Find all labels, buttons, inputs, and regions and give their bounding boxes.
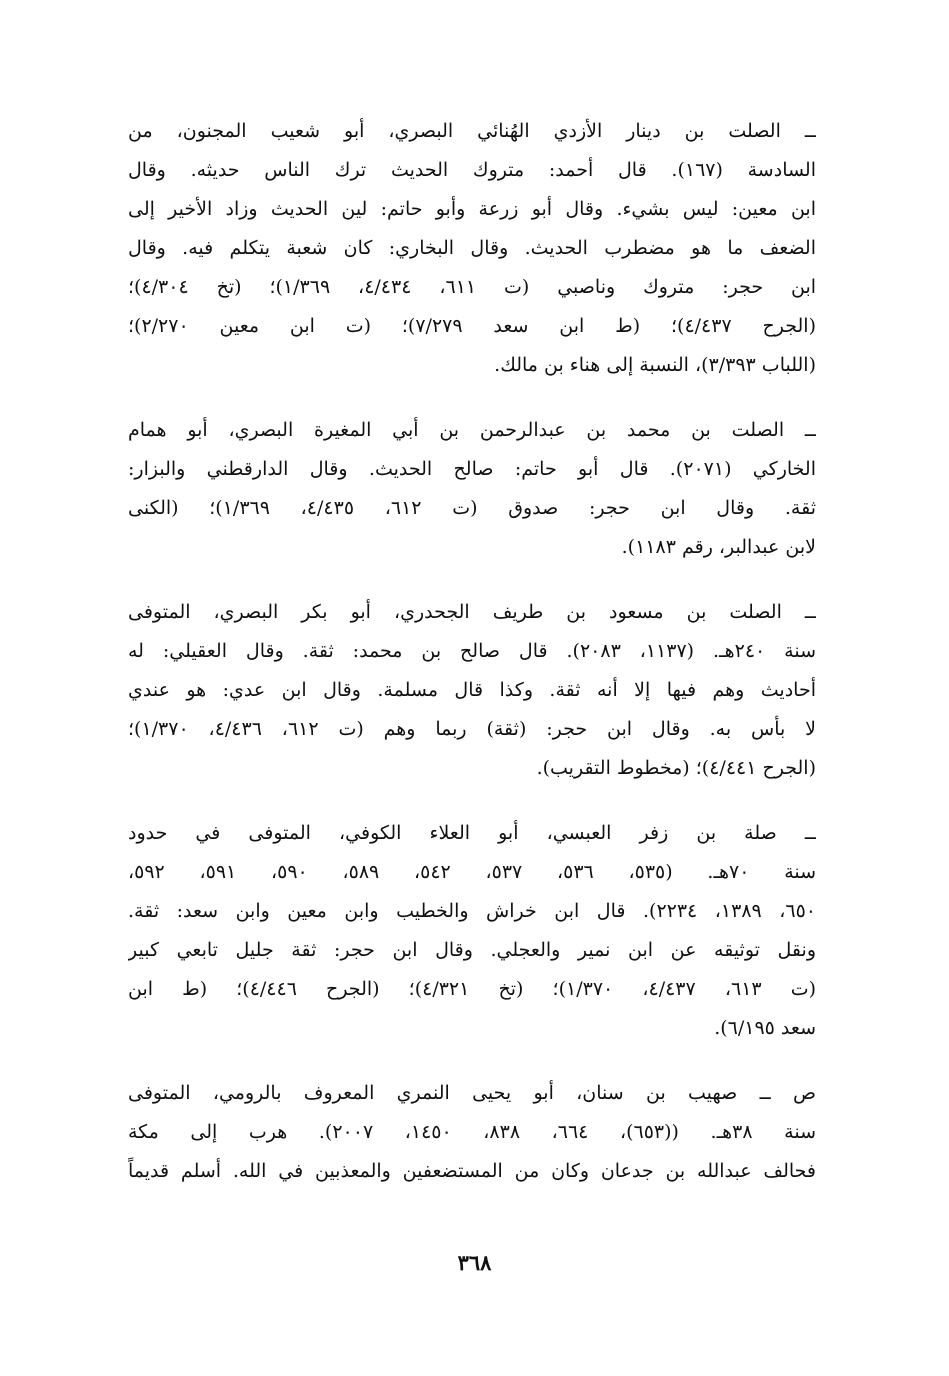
text-line: سعد ٦/١٩٥). <box>714 1017 816 1039</box>
text-line: ــ الصلت بن محمد بن عبدالرحمن بن أبي المغيرة البصري، أبو همام <box>128 419 816 441</box>
entry-sila-ibn-zufar <box>128 814 816 1048</box>
text-line: السادسة (١٦٧). قال أحمد: متروك الحديث ترك الناس حديثه. وقال <box>128 159 816 181</box>
text-line: سنة ٣٨هـ. ((٦٥٣)، ٦٦٤، ٨٣٨، ١٤٥٠، ٢٠٠٧). هرب إلى مكة <box>128 1121 816 1143</box>
text-line: أحاديث وهم فيها إلا أنه ثقة. وكذا قال مسلمة. وقال ابن عدي: هو عندي <box>128 679 816 701</box>
text-line: لا بأس به. وقال ابن حجر: (ثقة) ربما وهم (ت ٦١٢، ٤/٤٣٦، ١/٣٧٠)؛ <box>128 718 816 740</box>
text-line: ص ــ صهيب بن سنان، أبو يحيى النمري المعروف بالرومي، المتوفى <box>128 1082 816 1104</box>
page-number: ٣٦٨ <box>457 1250 492 1275</box>
text-line: فحالف عبدالله بن جدعان وكان من المستضعفين والمعذبين في الله. أسلم قديماً <box>128 1160 816 1182</box>
text-line: ــ صلة بن زفر العبسي، أبو العلاء الكوفي، المتوفى في حدود <box>128 822 816 844</box>
entry-salt-ibn-muhammad <box>128 411 816 567</box>
page-body <box>128 112 816 1217</box>
entry-salt-ibn-dinar <box>128 112 816 385</box>
text-line: ٦٥٠، ١٣٨٩، ٢٢٣٤). قال ابن خراش والخطيب وابن معين وابن سعد: ثقة. <box>128 900 816 922</box>
text-line: ــ الصلت بن مسعود بن طريف الجحدري، أبو بكر البصري، المتوفى <box>128 601 816 623</box>
text-line: الخاركي (٢٠٧١). قال أبو حاتم: صالح الحديث. وقال الدارقطني والبزار: <box>128 458 816 480</box>
text-line: ــ الصلت بن دينار الأزدي الهُنائي البصري، أبو شعيب المجنون، من <box>128 120 816 142</box>
text-line: (ت ٦١٣، ٤/٤٣٧، ١/٣٧٠)؛ (تخ ٤/٣٢١)؛ (الجرح ٤/٤٤٦)؛ (ط ابن <box>128 978 816 1000</box>
text-line: لابن عبدالبر، رقم ١١٨٣). <box>621 536 816 558</box>
entry-suhaib-ibn-sinan <box>128 1074 816 1191</box>
text-line: (الجرح ٤/٤٤١)؛ (مخطوط التقريب). <box>536 757 816 779</box>
text-line: ثقة. وقال ابن حجر: صدوق (ت ٦١٢، ٤/٤٣٥، ١/٣٦٩)؛ (الكنى <box>128 497 816 519</box>
text-line: سنة ٢٤٠هـ. (١١٣٧، ٢٠٨٣). قال صالح بن محمد: ثقة. وقال العقيلي: له <box>128 640 816 662</box>
text-line: (اللباب ٣/٣٩٣)، النسبة إلى هناء بن مالك. <box>494 354 816 376</box>
text-line: ابن معين: ليس بشيء. وقال أبو زرعة وأبو حاتم: لين الحديث وزاد الأخير إلى <box>128 198 816 220</box>
text-line: ونقل توثيقه عن ابن نمير والعجلي. وقال ابن حجر: ثقة جليل تابعي كبير <box>128 939 816 961</box>
entry-salt-ibn-masud <box>128 593 816 788</box>
text-line: الضعف ما هو مضطرب الحديث. وقال البخاري: كان شعبة يتكلم فيه. وقال <box>128 237 816 259</box>
text-line: سنة ٧٠هـ. (٥٣٥، ٥٣٦، ٥٣٧، ٥٤٢، ٥٨٩، ٥٩٠، ٥٩١، ٥٩٢، <box>128 861 816 883</box>
text-line: ابن حجر: متروك وناصبي (ت ٦١١، ٤/٤٣٤، ١/٣٦٩)؛ (تخ ٤/٣٠٤)؛ <box>128 276 816 298</box>
text-line: (الجرح ٤/٤٣٧)؛ (ط ابن سعد ٧/٢٧٩)؛ (ت ابن معين ٢/٢٧٠)؛ <box>128 315 816 337</box>
